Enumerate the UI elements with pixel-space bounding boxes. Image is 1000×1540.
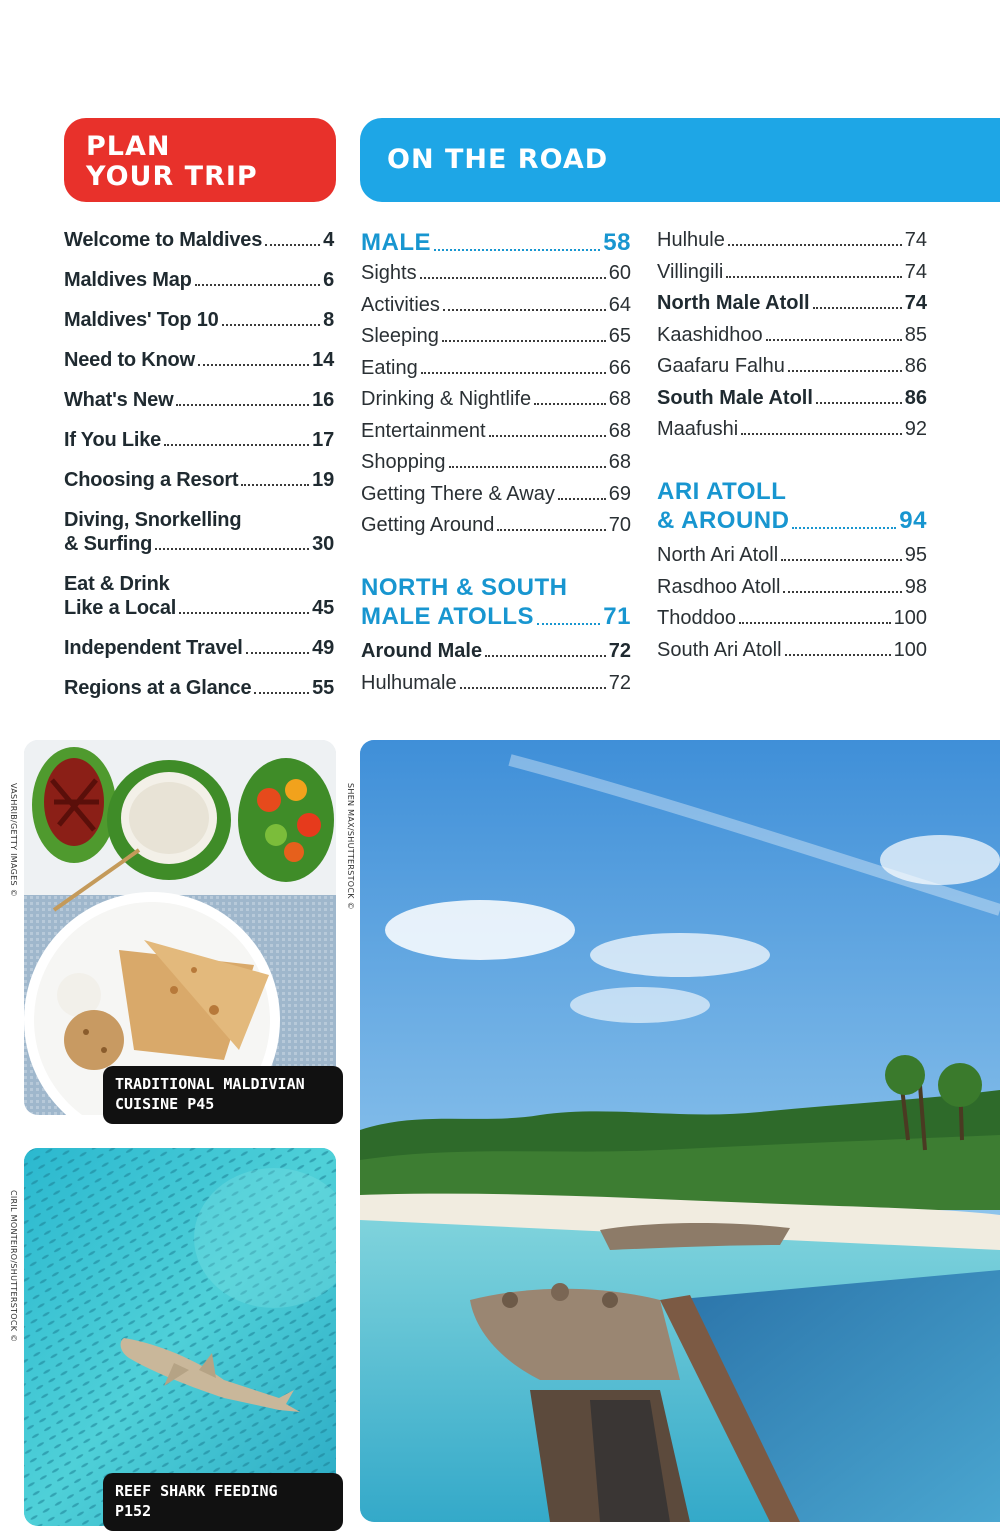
toc-entry[interactable]: Shopping 68 bbox=[361, 451, 631, 473]
toc-entry[interactable]: Maldives' Top 10 8 bbox=[64, 309, 334, 331]
section-ari-atoll[interactable]: ARI ATOLL & AROUND 94 bbox=[657, 478, 927, 534]
beach-resort-photo bbox=[360, 740, 1000, 1522]
toc-entry[interactable]: Need to Know 14 bbox=[64, 349, 334, 371]
photo-credit: CIRIL MONTEIRO/SHUTTERSTOCK © bbox=[9, 1190, 18, 1343]
toc-entry[interactable]: Sleeping 65 bbox=[361, 325, 631, 347]
toc-entry[interactable]: Independent Travel 49 bbox=[64, 637, 334, 659]
cuisine-caption[interactable]: TRADITIONAL MALDIVIAN CUISINE P45 bbox=[103, 1066, 343, 1124]
traditional-cuisine-photo bbox=[24, 740, 336, 1115]
section-male[interactable]: MALE 58 bbox=[361, 229, 631, 256]
toc-entry[interactable]: Welcome to Maldives 4 bbox=[64, 229, 334, 251]
plan-your-trip-banner bbox=[64, 118, 336, 202]
road-toc-column-2 bbox=[361, 228, 631, 702]
toc-entry[interactable]: Getting Around 70 bbox=[361, 514, 631, 536]
plan-banner-line-2: YOUR TRIP bbox=[86, 161, 258, 192]
toc-entry[interactable]: Regions at a Glance 55 bbox=[64, 677, 334, 699]
toc-entry[interactable]: Villingili 74 bbox=[657, 260, 927, 283]
plan-banner-line-1: PLAN bbox=[86, 131, 171, 162]
toc-entry[interactable]: Thoddoo 100 bbox=[657, 607, 927, 629]
cuisine-illustration bbox=[24, 740, 336, 1115]
toc-entry[interactable]: Rasdhoo Atoll 98 bbox=[657, 575, 927, 598]
beach-illustration bbox=[360, 740, 1000, 1522]
toc-entry[interactable]: Hulhule 74 bbox=[657, 229, 927, 251]
toc-entry[interactable]: Diving, Snorkelling & Surfing 30 bbox=[64, 509, 334, 555]
reef-shark-caption[interactable]: REEF SHARK FEEDING P152 bbox=[103, 1473, 343, 1531]
road-banner-title: ON THE ROAD bbox=[387, 144, 609, 175]
photo-credit: SHEN MAX/SHUTTERSTOCK © bbox=[346, 783, 355, 910]
toc-entry[interactable]: What's New 16 bbox=[64, 389, 334, 411]
shark-illustration bbox=[24, 1148, 336, 1526]
toc-entry[interactable]: Drinking & Nightlife 68 bbox=[361, 388, 631, 410]
road-toc-column-3 bbox=[657, 228, 927, 669]
photo-credit: VASHRIB/GETTY IMAGES © bbox=[9, 783, 18, 898]
plan-toc-list bbox=[64, 228, 334, 716]
toc-entry[interactable]: Getting There & Away 69 bbox=[361, 482, 631, 505]
toc-entry[interactable]: Kaashidhoo 85 bbox=[657, 323, 927, 346]
toc-entry[interactable]: Maldives Map 6 bbox=[64, 269, 334, 291]
toc-entry[interactable]: Choosing a Resort 19 bbox=[64, 469, 334, 491]
toc-entry[interactable]: Around Male 72 bbox=[361, 640, 631, 662]
on-the-road-banner bbox=[360, 118, 1000, 202]
toc-entry[interactable]: Eat & Drink Like a Local 45 bbox=[64, 573, 334, 619]
section-north-south-male-atolls[interactable]: NORTH & SOUTH MALE ATOLLS 71 bbox=[361, 574, 631, 630]
toc-entry[interactable]: North Ari Atoll 95 bbox=[657, 544, 927, 566]
toc-entry[interactable]: North Male Atoll 74 bbox=[657, 292, 927, 314]
reef-shark-photo bbox=[24, 1148, 336, 1526]
toc-entry[interactable]: Maafushi 92 bbox=[657, 418, 927, 440]
toc-entry[interactable]: Entertainment 68 bbox=[361, 419, 631, 442]
toc-entry[interactable]: South Male Atoll 86 bbox=[657, 386, 927, 409]
toc-entry[interactable]: If You Like 17 bbox=[64, 429, 334, 451]
toc-entry[interactable]: Sights 60 bbox=[361, 262, 631, 284]
toc-entry[interactable]: Gaafaru Falhu 86 bbox=[657, 355, 927, 377]
toc-entry[interactable]: Activities 64 bbox=[361, 293, 631, 316]
toc-entry[interactable]: Eating 66 bbox=[361, 356, 631, 379]
toc-entry[interactable]: Hulhumale 72 bbox=[361, 671, 631, 694]
toc-entry[interactable]: South Ari Atoll 100 bbox=[657, 638, 927, 661]
